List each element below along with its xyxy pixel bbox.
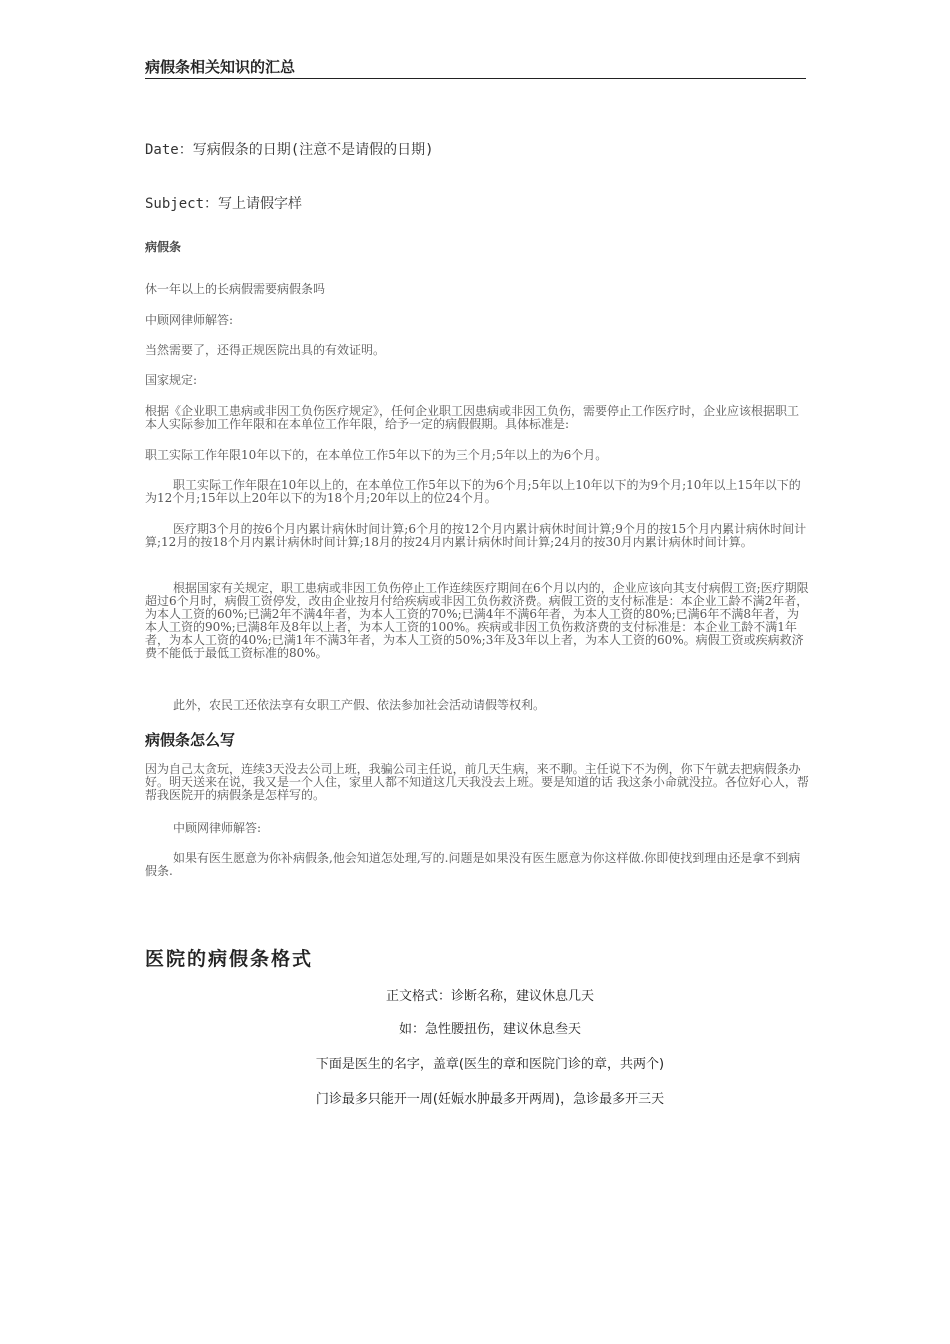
format-line-3: 下面是医生的名字，盖章(医生的章和医院门诊的章，共两个) xyxy=(315,1057,665,1072)
format-line-2: 如：急性腰扭伤，建议休息叁天 xyxy=(398,1022,581,1037)
paragraph-regulation: 根据《企业职工患病或非因工负伤医疗规定》，任何企业职工因患病或非因工负伤，需要停止工作医疗时，企业应该根据职工本人实际参加工作年限和在本单位工作年限，给予一定的病假假期。具体标准是: xyxy=(145,404,800,431)
subject-line: Subject：写上请假字样 xyxy=(145,196,303,212)
section-label: 病假条 xyxy=(145,240,182,254)
question-text-2: 因为自己太贪玩，连续3天没去公司上班，我骗公司主任说，前几天生病，来不聊。主任说下不为例，你下午就去把病假条办好。明天送来在说，我又是一个人住，家里人都不知道这几天我没去上班。要是知道的话 我这条小命就没拉。各位好心人，帮帮我医院开的病假条是怎样写的。 xyxy=(145,762,809,802)
paragraph-under-10-years: 职工实际工作年限10年以下的，在本单位工作5年以下的为三个月;5年以上的为6个月。 xyxy=(145,448,608,462)
answer-text-2: 如果有医生愿意为你补病假条,他会知道怎处理,写的.问题是如果没有医生愿意为你这样做.你即使找到理由还是拿不到病假条. xyxy=(145,851,801,878)
format-line-1: 正文格式：诊断名称，建议休息几天 xyxy=(385,989,594,1004)
answerer-label-2: 中顾网律师解答: xyxy=(173,821,262,835)
section-title-format: 医院的病假条格式 xyxy=(145,948,314,970)
format-line-4: 门诊最多只能开一周(妊娠水肿最多开两周)，急诊最多开三天 xyxy=(315,1092,665,1107)
answerer-label: 中顾网律师解答: xyxy=(145,313,234,327)
paragraph-over-10-years: 职工实际工作年限在10年以上的，在本单位工作5年以下的为6个月;5年以上10年以下的为9个月;10年以上15年以下的为12个月;15年以上20年以下的为18个月;20年以上的位24个月。 xyxy=(145,478,801,505)
answer-text: 当然需要了，还得正规医院出具的有效证明。 xyxy=(145,343,386,357)
paragraph-medical-period: 医疗期3个月的按6个月内累计病休时间计算;6个月的按12个月内累计病休时间计算;9个月的按15个月内累计病休时间计算;12月的按18个月内累计病休时间计算;18月的按24月内累计病休时间计算;24月的按30月内累计病休时间计算。 xyxy=(145,522,807,549)
page-header-title: 病假条相关知识的汇总 xyxy=(145,56,806,79)
date-line: Date：写病假条的日期(注意不是请假的日期) xyxy=(145,142,434,158)
section-title-how-to-write: 病假条怎么写 xyxy=(145,731,236,749)
paragraph-sick-pay: 根据国家有关规定，职工患病或非因工负伤停止工作连续医疗期间在6个月以内的，企业应该向其支付病假工资;医疗期限超过6个月时，病假工资停发，改由企业按月付给疾病或非因工负伤救济费。病假工资的支付标准是：本企业工龄不满2年者，为本人工资的60%;已满2年不满4年者，为本人工资的70%;已满4年不满6年者，为本人工资的80%;已满6年不满8年者，为本人工资的90%;已满8年及8年以上者，为本人工资的100%。疾病或非因工负伤救济费的支付标准是：本企业工龄不满1年者，为本人工资的40%;已满1年不满3年者，为本人工资的50%;3年及3年以上者，为本人工资的60%。病假工资或疾病救济费不能低于最低工资标准的80%。 xyxy=(145,581,809,660)
paragraph-other-rights: 此外，农民工还依法享有女职工产假、依法参加社会活动请假等权利。 xyxy=(173,698,546,712)
question-text: 休一年以上的长病假需要病假条吗 xyxy=(145,282,326,296)
rule-label: 国家规定: xyxy=(145,373,198,387)
